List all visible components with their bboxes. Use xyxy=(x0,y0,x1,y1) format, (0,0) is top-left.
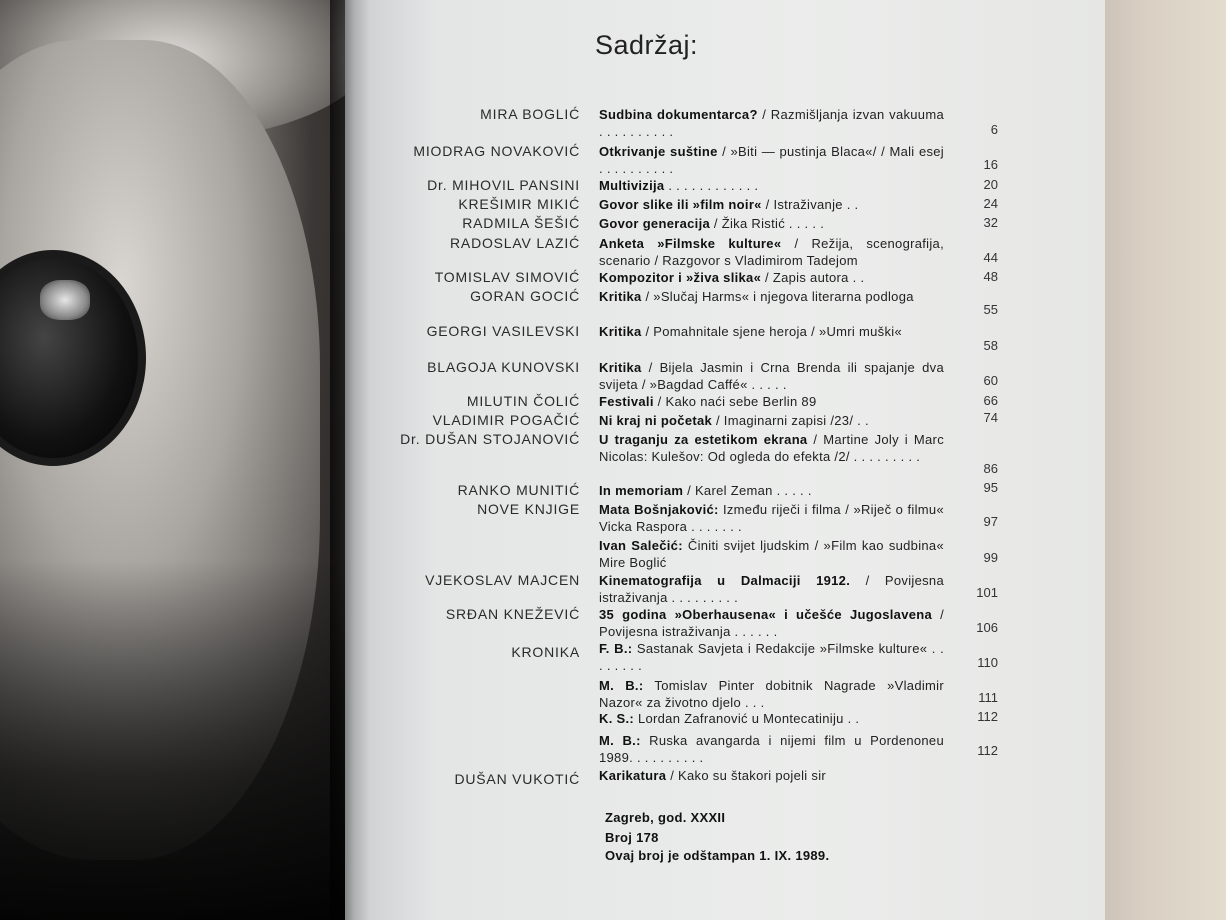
entry-title: M. B.: Tomislav Pinter dobitnik Nagrade »Vladimir Nazor« za životno djelo . . . xyxy=(599,678,944,710)
entry-title: K. S.: Lordan Zafranović u Montecatiniju . . xyxy=(599,711,860,726)
entry-author: NOVE KNJIGE xyxy=(477,501,580,517)
entry-author: VLADIMIR POGAČIĆ xyxy=(432,412,580,428)
entry-title: Mata Bošnjaković: Između riječi i filma / »Riječ o filmu« Vicka Raspora . . . . . . . xyxy=(599,502,944,534)
photo-glasses-shine xyxy=(40,280,90,320)
entry-author: RADOSLAV LAZIĆ xyxy=(450,235,580,251)
entry-author: MIODRAG NOVAKOVIĆ xyxy=(413,143,580,159)
entry-author: SRĐAN KNEŽEVIĆ xyxy=(445,606,580,622)
imprint-line: Zagreb, god. XXXII xyxy=(605,810,726,825)
entry-author: RADMILA ŠEŠIĆ xyxy=(462,215,580,231)
entry-title: Kritika / »Slučaj Harms« i njegova literarna podloga xyxy=(599,289,914,304)
entry-title: Karikatura / Kako su štakori pojeli sir xyxy=(599,768,827,783)
page-title: Sadržaj: xyxy=(595,30,699,60)
entry-page: 66 xyxy=(983,393,998,408)
entry-author: VJEKOSLAV MAJCEN xyxy=(425,572,580,588)
entry-author: KRONIKA xyxy=(511,644,580,660)
entry-author: KREŠIMIR MIKIĆ xyxy=(458,196,580,212)
entry-page: 74 xyxy=(983,410,998,425)
entry-page: 6 xyxy=(990,122,998,137)
entry-author: GORAN GOCIĆ xyxy=(470,288,580,304)
entry-title: Ni kraj ni početak / Imaginarni zapisi /23/ . . xyxy=(599,413,869,428)
entry-page: 20 xyxy=(983,177,998,192)
entry-page: 16 xyxy=(983,157,998,172)
entry-author: RANKO MUNITIĆ xyxy=(457,482,580,498)
entry-title: Govor generacija / Žika Ristić . . . . . xyxy=(599,216,825,231)
entry-page: 55 xyxy=(983,302,998,317)
entry-title: Festivali / Kako naći sebe Berlin 89 xyxy=(599,394,817,409)
entry-title: Otkrivanje suštine / »Biti — pustinja Blaca«/ / Mali esej . . . . . . . . . . xyxy=(599,144,944,176)
entry-page: 32 xyxy=(983,215,998,230)
entry-title: U traganju za estetikom ekrana / Martine Joly i Marc Nicolas: Kulešov: Od ogleda do efekta /2/ . . . . . . . . . xyxy=(599,432,944,464)
entry-title: Kompozitor i »živa slika« / Zapis autora . . xyxy=(599,270,865,285)
entry-author: MILUTIN ČOLIĆ xyxy=(466,393,580,409)
entry-title: M. B.: Ruska avangarda i nijemi film u Pordenoneu 1989. . . . . . . . . . xyxy=(599,733,944,765)
entry-page: 44 xyxy=(983,250,998,265)
entry-title: F. B.: Sastanak Savjeta i Redakcije »Filmske kulture« . . . . . . . . xyxy=(599,641,944,673)
entry-title: Multivizija . . . . . . . . . . . . xyxy=(599,178,759,193)
entry-page: 60 xyxy=(983,373,998,388)
entry-title: Kritika / Pomahnitale sjene heroja / »Umri muški« xyxy=(599,324,902,339)
table-surface xyxy=(1090,0,1226,920)
entry-page: 110 xyxy=(977,655,998,670)
entry-title: Kritika / Bijela Jasmin i Crna Brenda ili spajanje dva svijeta / »Bagdad Caffé« . . . . . xyxy=(599,360,944,392)
entry-page: 99 xyxy=(983,550,998,565)
entry-title: Kinematografija u Dalmaciji 1912. / Povijesna istraživanja . . . . . . . . . xyxy=(599,573,944,605)
entry-page: 111 xyxy=(978,690,998,705)
entry-author: GEORGI VASILEVSKI xyxy=(426,323,580,339)
entry-title: Anketa »Filmske kulture« / Režija, scenografija, scenario / Razgovor s Vladimirom Tadejom xyxy=(599,236,944,268)
entry-page: 112 xyxy=(977,743,998,758)
photo-shadow xyxy=(0,560,350,920)
entry-page: 101 xyxy=(976,585,998,600)
entry-page: 106 xyxy=(976,620,998,635)
entry-author: Dr. DUŠAN STOJANOVIĆ xyxy=(400,431,580,447)
entry-title: Ivan Salečić: Činiti svijet ljudskim / »Film kao sudbina« Mire Boglić xyxy=(599,538,944,570)
entry-author: TOMISLAV SIMOVIĆ xyxy=(434,269,580,285)
entry-page: 97 xyxy=(983,514,998,529)
imprint-line: Ovaj broj je odštampan 1. IX. 1989. xyxy=(605,848,830,863)
entry-title: 35 godina »Oberhausena« i učešće Jugoslavena / Povijesna istraživanja . . . . . . xyxy=(599,607,944,639)
entry-title: In memoriam / Karel Zeman . . . . . xyxy=(599,483,812,498)
entry-page: 95 xyxy=(983,480,998,495)
entry-author: MIRA BOGLIĆ xyxy=(480,106,580,122)
entry-author: Dr. MIHOVIL PANSINI xyxy=(427,177,580,193)
entry-page: 58 xyxy=(983,338,998,353)
entry-author: BLAGOJA KUNOVSKI xyxy=(427,359,580,375)
entry-author: DUŠAN VUKOTIĆ xyxy=(454,771,580,787)
entry-page: 24 xyxy=(983,196,998,211)
imprint-line: Broj 178 xyxy=(605,830,659,845)
entry-title: Sudbina dokumentarca? / Razmišljanja izvan vakuuma . . . . . . . . . . xyxy=(599,107,944,139)
entry-page: 112 xyxy=(977,709,998,724)
entry-page: 48 xyxy=(983,269,998,284)
entry-title: Govor slike ili »film noir« / Istraživanje . . xyxy=(599,197,859,212)
photo-page xyxy=(0,0,350,920)
entry-page: 86 xyxy=(983,461,998,476)
